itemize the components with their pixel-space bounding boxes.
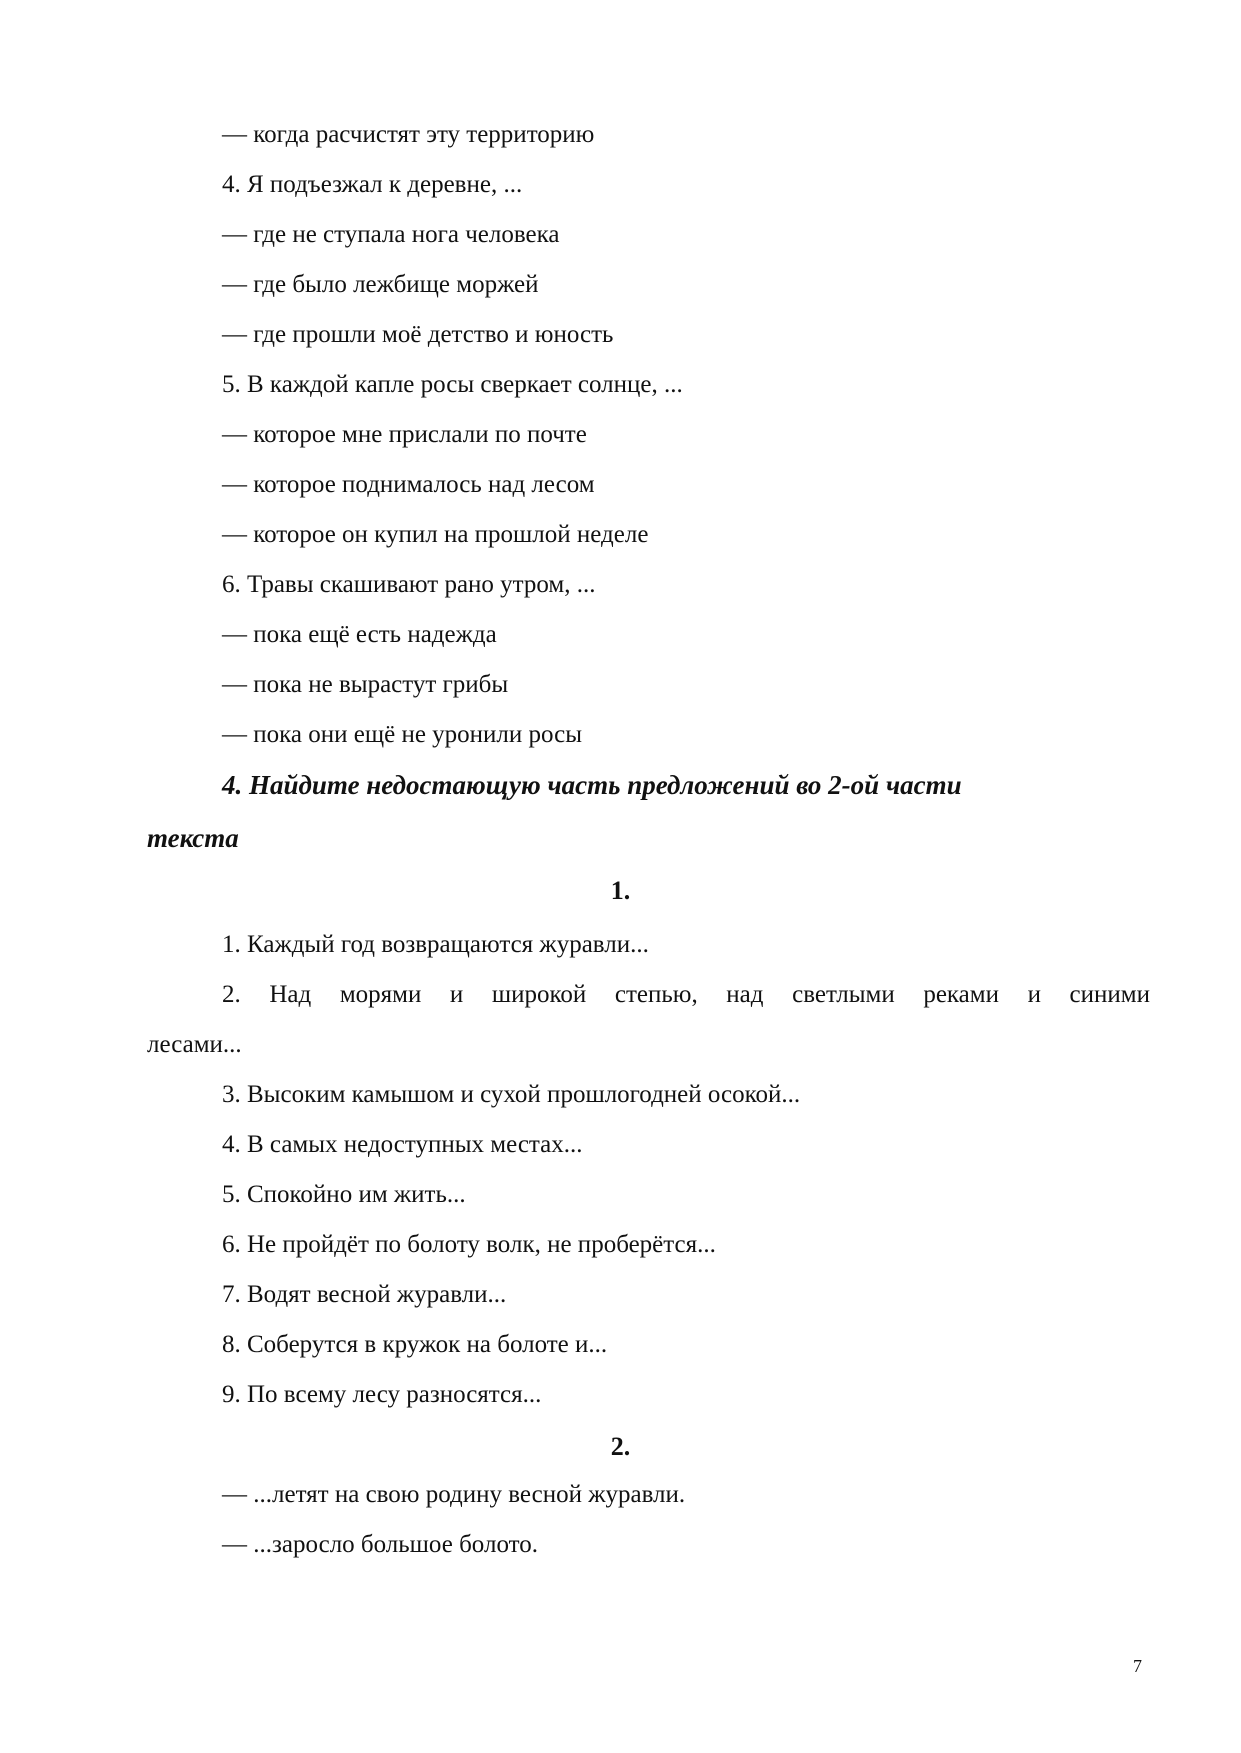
sentence-item: 3. Высоким камышом и сухой прошлогодней осокой... [222,1081,801,1108]
sentence-item: 7. Водят весной журавли... [222,1281,507,1308]
sentence-item: 4. В самых недоступных местах... [222,1131,583,1158]
task-heading: 4. Найдите недостающую часть предложений во 2-ой части [222,770,962,800]
option-line: — которое мне прислали по почте [222,421,587,448]
section-title: 2. [610,1432,631,1461]
fragment-line: — ...заросло большое болото. [222,1531,538,1558]
sentence-item: 6. Не пройдёт по болоту волк, не проберётся... [222,1231,716,1258]
question-line: 5. В каждой капле росы сверкает солнце, ... [222,371,683,398]
option-line: — где было лежбище моржей [222,271,539,298]
fragment-line: — ...летят на свою родину весной журавли. [222,1481,686,1508]
option-line: — пока не вырастут грибы [222,671,509,698]
option-line: — пока они ещё не уронили росы [222,721,583,748]
sentence-item: 2. Над морями и широкой степью, над светлыми реками и синими [222,981,1150,1008]
sentence-item: 8. Соберутся в кружок на болоте и... [222,1331,608,1358]
task-heading-continuation: текста [147,823,239,853]
page-number: 7 [1133,1656,1142,1676]
option-line: — которое он купил на прошлой неделе [222,521,649,548]
option-line: — когда расчистят эту территорию [222,121,595,148]
section-title: 1. [610,876,631,905]
option-line: — пока ещё есть надежда [222,621,497,648]
option-line: — которое поднималось над лесом [222,471,595,498]
sentence-item: 1. Каждый год возвращаются журавли... [222,931,649,958]
sentence-item: 5. Спокойно им жить... [222,1181,466,1208]
sentence-item: 9. По всему лесу разносятся... [222,1381,542,1408]
option-line: — где прошли моё детство и юность [222,321,614,348]
question-line: 4. Я подъезжал к деревне, ... [222,171,523,198]
question-line: 6. Травы скашивают рано утром, ... [222,571,596,598]
option-line: — где не ступала нога человека [222,221,560,248]
sentence-item-continuation: лесами... [147,1031,242,1058]
